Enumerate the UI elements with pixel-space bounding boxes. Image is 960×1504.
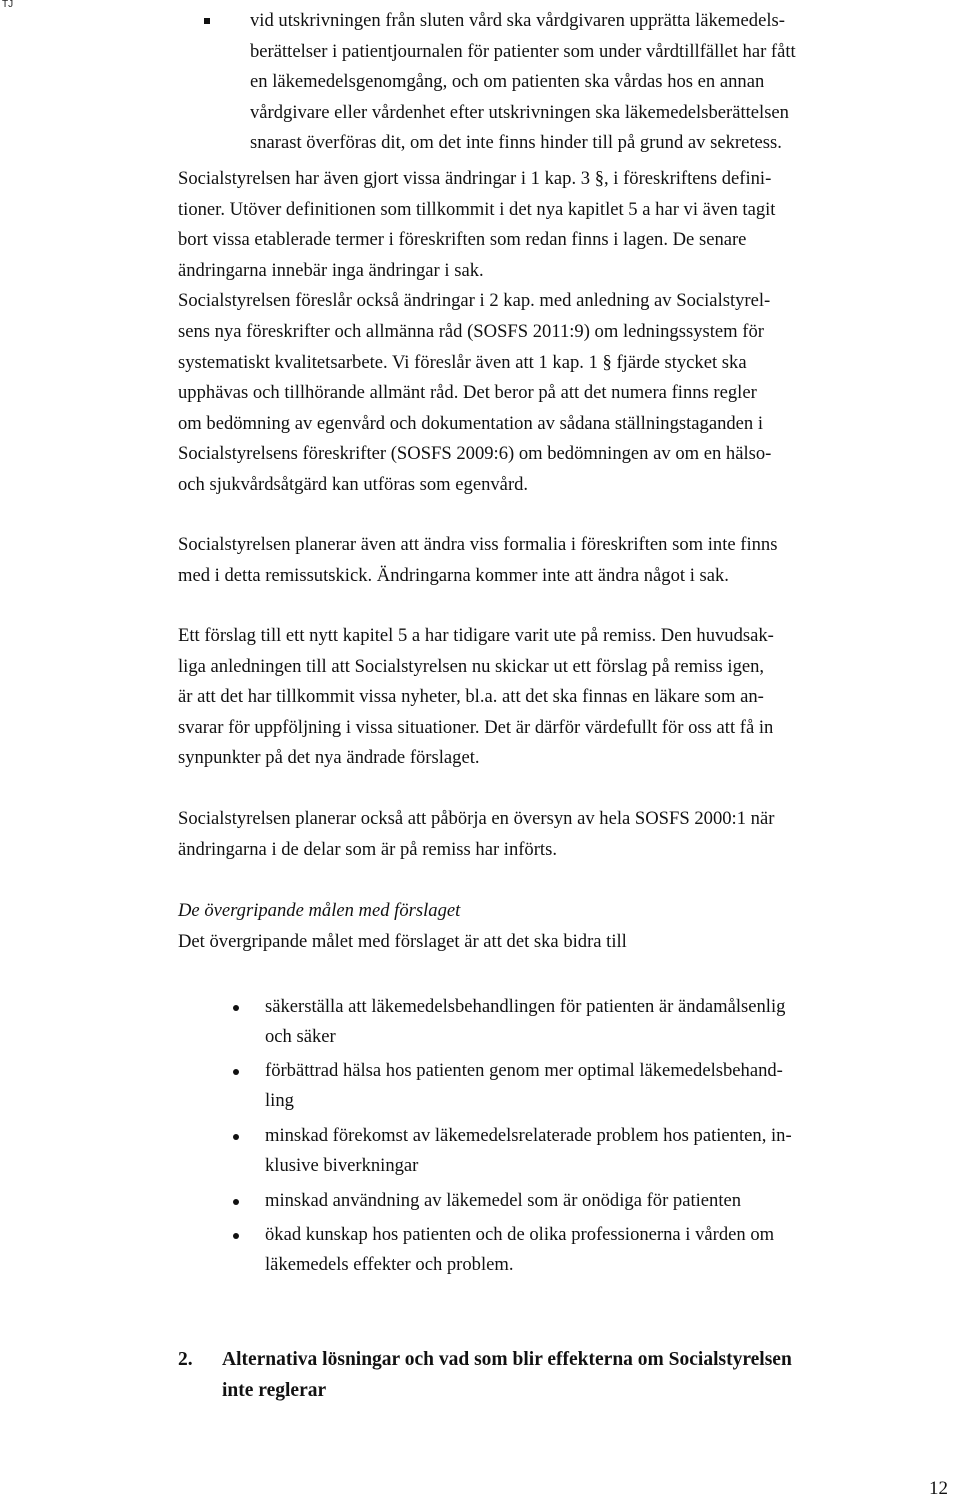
text-line: med i detta remissutskick. Ändringarna kommer inte att ändra något i sak. (178, 564, 729, 586)
text-line: berättelser i patientjournalen för patienter som under vårdtillfället har fått (250, 40, 796, 62)
text-line: en läkemedelsgenomgång, och om patienten ska vårdas hos en annan (250, 71, 765, 93)
text-line: Socialstyrelsen har även gjort vissa ändringar i 1 kap. 3 §, i föreskriftens defini- (178, 168, 772, 189)
text-line: ökad kunskap hos patienten och de olika professionerna i vården om (265, 1224, 775, 1245)
text-line: svarar för uppföljning i vissa situationer. Det är därför värdefullt för oss att få in (178, 716, 774, 738)
bullet-marker (233, 1134, 239, 1140)
text-line: om bedömning av egenvård och dokumentation av sådana ställningstaganden i (178, 412, 764, 434)
text-line: förbättrad hälsa hos patienten genom mer optimal läkemedelsbehand- (265, 1060, 783, 1081)
section-title-line: inte reglerar (222, 1379, 327, 1401)
text-line: ändringarna innebär inga ändringar i sak. (178, 259, 484, 281)
text-line: tioner. Utöver definitionen som tillkommit i det nya kapitlet 5 a har vi även tagit (178, 198, 776, 220)
text-line: synpunkter på det nya ändrade förslaget. (178, 747, 480, 769)
text-line: ändringarna i de delar som är på remiss har införts. (178, 838, 557, 860)
text-line: bort vissa etablerade termer i föreskriften som redan finns i lagen. De senare (178, 229, 747, 251)
text-line: minskad användning av läkemedel som är onödiga för patienten (265, 1190, 742, 1211)
text-line: systematiskt kvalitetsarbete. Vi föreslår även att 1 kap. 1 § fjärde stycket ska (178, 351, 747, 373)
text-line: Socialstyrelsens föreskrifter (SOSFS 2009:6) om bedömningen av om en hälso- (178, 443, 772, 465)
text-line: Socialstyrelsen föreslår också ändringar i 2 kap. med anledning av Socialstyrel- (178, 290, 771, 312)
text-line: Socialstyrelsen planerar också att påbörja en översyn av hela SOSFS 2000:1 när (178, 808, 775, 829)
text-line: sens nya föreskrifter och allmänna råd (SOSFS 2011:9) om ledningssystem för (178, 320, 764, 342)
text-line: och säker (265, 1026, 336, 1048)
text-line: minskad förekomst av läkemedelsrelaterade problem hos patienten, in- (265, 1125, 792, 1146)
bullet-marker (233, 1069, 239, 1075)
bullet-marker (233, 1199, 239, 1205)
text-line: liga anledningen till att Socialstyrelsen nu skickar ut ett förslag på remiss igen, (178, 655, 765, 677)
text-line: snarast överföras dit, om det inte finns hinder till på grund av sekretess. (250, 132, 782, 154)
subheading-intro: Det övergripande målet med förslaget är att det ska bidra till (178, 930, 627, 952)
paragraph (178, 164, 948, 501)
text-line: vid utskrivningen från sluten vård ska vårdgivaren upprätta läkemedels- (250, 10, 785, 31)
bullet-paragraph (250, 6, 950, 159)
text-line: Ett förslag till ett nytt kapitel 5 a har tidigare varit ute på remiss. Den huvudsak- (178, 625, 774, 646)
text-line: och sjukvårdsåtgärd kan utföras som egenvård. (178, 473, 529, 495)
goals-section (178, 896, 948, 957)
subheading: De övergripande målen med förslaget (178, 900, 461, 921)
text-line: ling (265, 1090, 294, 1112)
text-line: Socialstyrelsen planerar även att ändra viss formalia i föreskriften som inte finns (178, 534, 778, 555)
paragraph (178, 804, 948, 865)
text-line: är att det har tillkommit vissa nyheter, bl.a. att det ska finnas en läkare som an- (178, 686, 764, 708)
bullet-marker (204, 18, 210, 24)
paragraph (178, 621, 948, 774)
text-line: läkemedels effekter och problem. (265, 1254, 514, 1276)
bullet-marker (233, 1005, 239, 1011)
corner-mark: TJ (2, 0, 14, 10)
paragraph (178, 530, 948, 591)
text-line: säkerställa att läkemedelsbehandlingen för patienten är ändamålsenlig (265, 996, 786, 1017)
bullet-marker (233, 1233, 239, 1239)
text-line: klusive biverkningar (265, 1155, 419, 1177)
section-number: 2. (178, 1349, 193, 1370)
text-line: vårdgivare eller vårdenhet efter utskrivningen ska läkemedelsberättelsen (250, 101, 789, 123)
page-number: 12 (929, 1478, 948, 1499)
text-line: upphävas och tillhörande allmänt råd. Det beror på att det numera finns regler (178, 382, 757, 404)
section-title-line: Alternativa lösningar och vad som blir effekterna om Socialstyrelsen (222, 1349, 792, 1370)
